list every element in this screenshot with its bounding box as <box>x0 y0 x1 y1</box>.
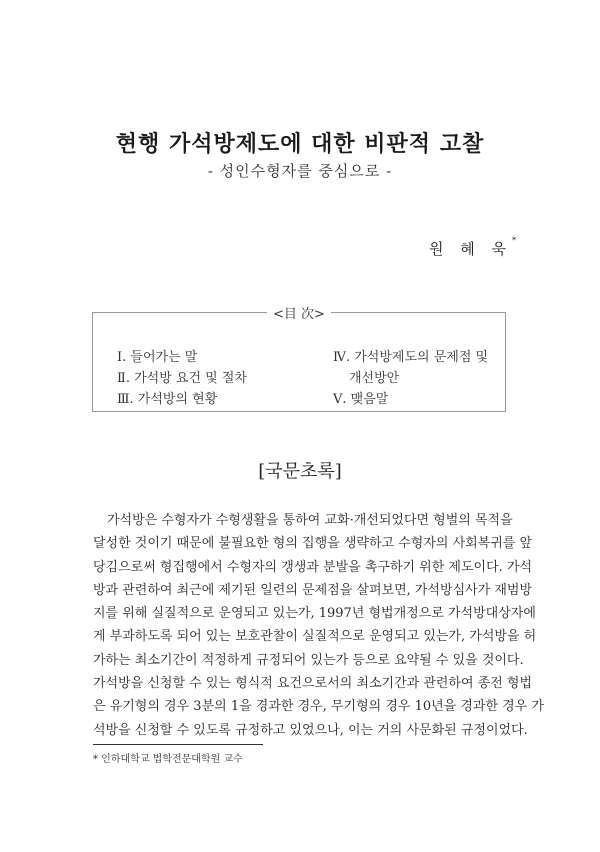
author-name <box>429 238 516 259</box>
toc-left-column <box>117 347 247 410</box>
abstract-line: 당김으로써 형집행에서 수형자의 갱생과 분발을 촉구하기 위한 제도이다. 가석 <box>93 559 533 575</box>
toc-item: Ⅴ. 맺음말 <box>333 392 389 407</box>
toc-heading-text: <目 次> <box>267 307 331 322</box>
abstract-line: 가석방은 수형자가 수형생활을 통하여 교화·개선되었다면 형벌의 목적을 <box>107 513 513 528</box>
toc-item: Ⅰ. 들어가는 말 <box>117 350 198 365</box>
toc-right-column <box>333 347 488 410</box>
abstract-heading: [국문초록] <box>258 461 342 482</box>
abstract-line: 지를 위해 실질적으로 운영되고 있는가, 1997년 형법개정으로 가석방대상자에 <box>93 606 536 622</box>
abstract-line: 달성한 것이기 때문에 불필요한 형의 집행을 생략하고 수형자의 사회복귀를 앞 <box>93 536 533 552</box>
abstract-line: 방과 관련하여 최근에 제기된 일련의 문제점을 살펴보면, 가석방심사가 재범방 <box>93 582 533 598</box>
paper-subtitle: - 성인수형자를 중심으로 - <box>207 162 393 180</box>
toc-item: Ⅲ. 가석방의 현황 <box>117 392 218 407</box>
toc-heading <box>93 303 505 322</box>
paper-title: 현행 가석방제도에 대한 비판적 고찰 <box>115 131 485 157</box>
abstract-body <box>93 509 544 742</box>
abstract-line: 가석방을 신청할 수 있는 형식적 요건으로서의 최소기간과 관련하여 종전 형법 <box>93 676 533 692</box>
abstract-line: 가하는 최소기간이 적정하게 규정되어 있는가 등으로 요약될 수 있을 것이다. <box>93 652 524 668</box>
author-name-text: 원 혜 욱 <box>428 240 512 258</box>
toc-item: Ⅳ. 가석방제도의 문제점 및 <box>333 350 489 365</box>
table-of-contents <box>92 307 506 412</box>
abstract-line: 석방을 신청할 수 있도록 규정하고 있었으나, 이는 거의 사문화된 규정이었다. <box>93 722 528 738</box>
footnote-divider <box>93 744 263 745</box>
toc-item-continuation: 개선방안 <box>349 371 400 386</box>
abstract-line: 게 부과하도록 되어 있는 보호관찰이 실질적으로 운영되고 있는가, 가석방을 허 <box>93 629 537 645</box>
author-footnote-mark: * <box>512 236 516 245</box>
footnote: * 인하대학교 법학전문대학원 교수 <box>93 754 243 765</box>
abstract-line: 은 유기형의 경우 3분의 1을 경과한 경우, 무기형의 경우 10년을 경과한 경우 가 <box>93 699 544 715</box>
toc-item: Ⅱ. 가석방 요건 및 절차 <box>117 371 247 386</box>
